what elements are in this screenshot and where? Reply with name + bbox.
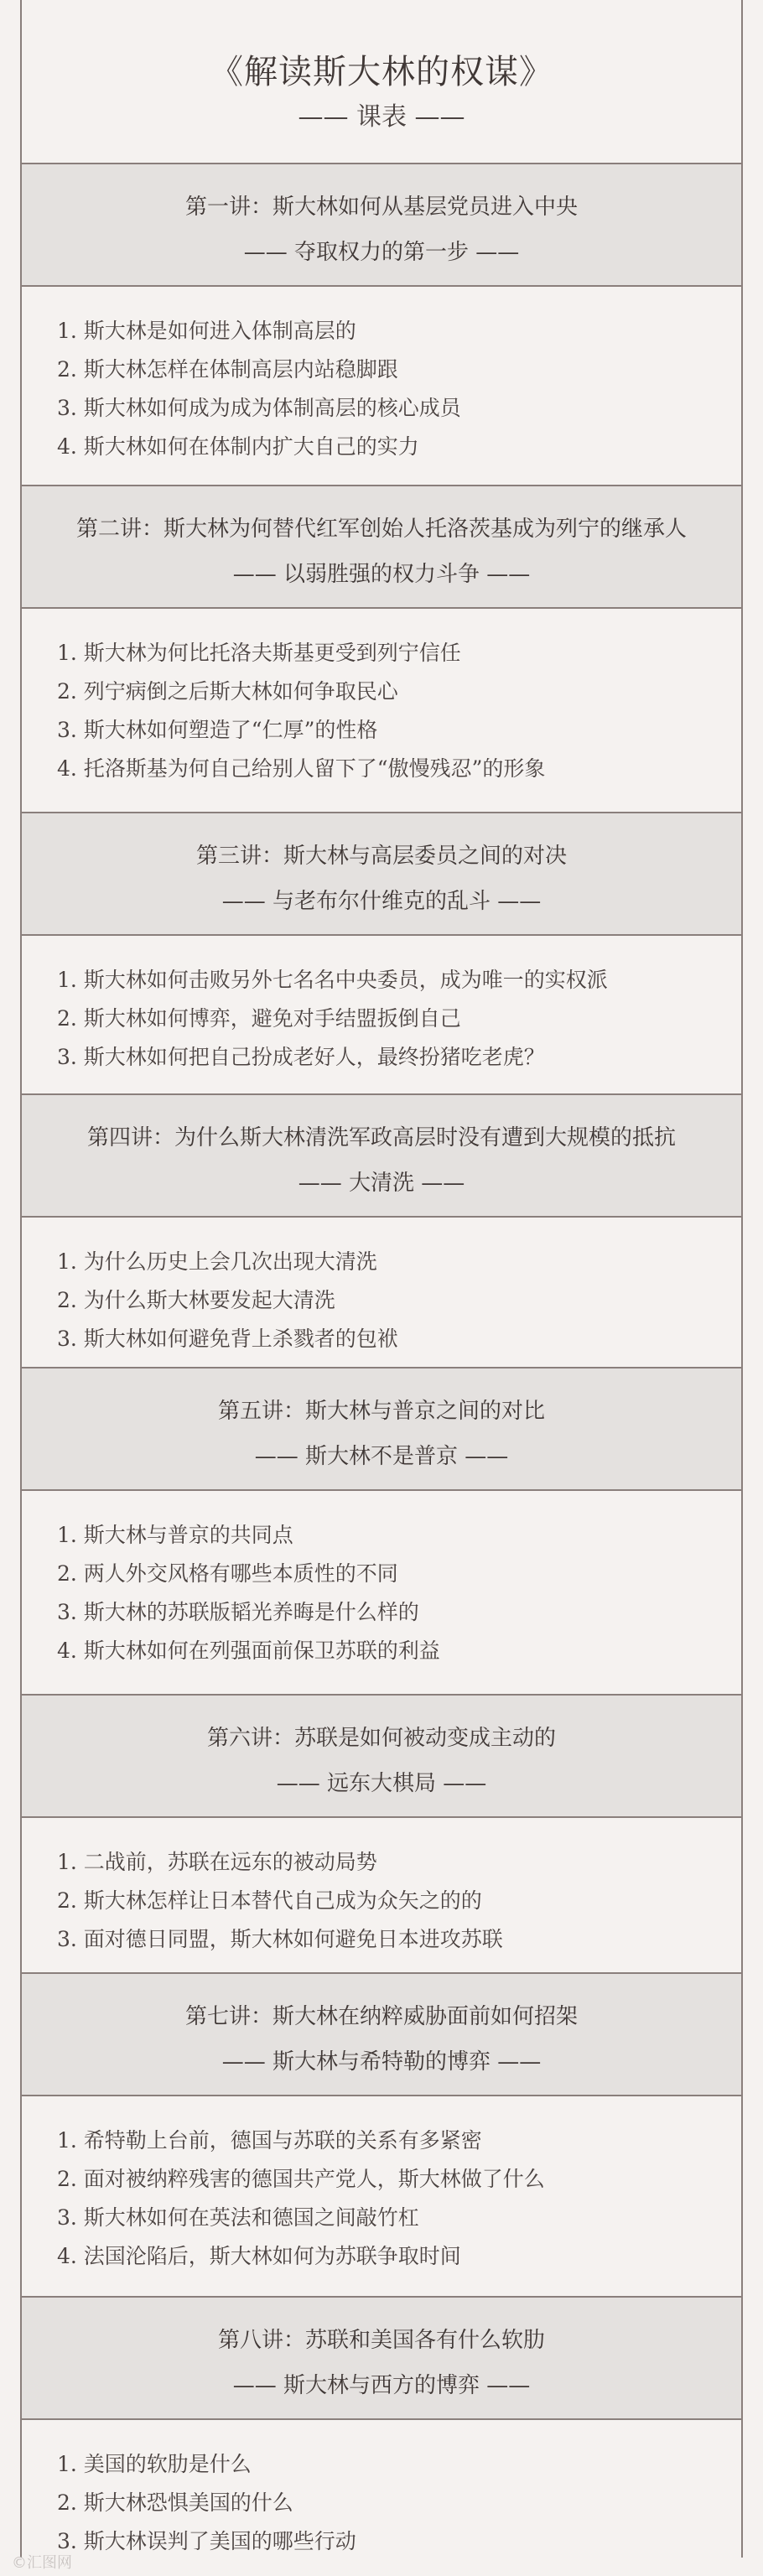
schedule-frame bbox=[20, 0, 743, 2558]
lecture-8-subtitle: —— 斯大林与西方的博弈 —— bbox=[232, 2373, 531, 2398]
lecture-4-items bbox=[22, 1218, 741, 1368]
lecture-3-title: 第三讲：斯大林与高层委员之间的对决 bbox=[195, 844, 567, 869]
list-item: 3. 斯大林的苏联版韬光养晦是什么样的 bbox=[57, 1600, 419, 1624]
list-item: 1. 二战前，苏联在远东的被动局势 bbox=[57, 1850, 377, 1874]
list-item: 3. 斯大林如何成为成为体制高层的核心成员 bbox=[57, 396, 461, 420]
lecture-1-items bbox=[22, 287, 741, 486]
lecture-6-subtitle: —— 远东大棋局 —— bbox=[276, 1771, 487, 1796]
list-item: 2. 斯大林恐惧美国的什么 bbox=[57, 2490, 293, 2515]
list-item: 1. 斯大林与普京的共同点 bbox=[57, 1523, 293, 1547]
lecture-4-header bbox=[22, 1095, 741, 1218]
list-item: 1. 斯大林是如何进入体制高层的 bbox=[57, 319, 356, 343]
list-item: 4. 斯大林如何在列强面前保卫苏联的利益 bbox=[57, 1639, 440, 1663]
lecture-7-title: 第七讲：斯大林在纳粹威胁面前如何招架 bbox=[184, 2004, 578, 2029]
list-item: 1. 斯大林如何击败另外七名名中央委员，成为唯一的实权派 bbox=[57, 968, 608, 992]
lecture-5-header bbox=[22, 1368, 741, 1491]
lecture-1-subtitle: —— 夺取权力的第一步 —— bbox=[243, 240, 520, 265]
list-item: 3. 斯大林如何把自己扮成老好人，最终扮猪吃老虎？ bbox=[57, 1045, 545, 1069]
lecture-2-header bbox=[22, 486, 741, 609]
list-item: 3. 斯大林如何避免背上杀戮者的包袱 bbox=[57, 1327, 398, 1351]
list-item: 3. 面对德日同盟，斯大林如何避免日本进攻苏联 bbox=[57, 1927, 503, 1951]
page-title: 《解读斯大林的权谋》 bbox=[210, 53, 553, 91]
list-item: 4. 斯大林如何在体制内扩大自己的实力 bbox=[57, 434, 419, 459]
lecture-6-header bbox=[22, 1696, 741, 1818]
lecture-2-title: 第二讲：斯大林为何替代红军创始人托洛茨基成为列宁的继承人 bbox=[75, 517, 687, 542]
lecture-1-title: 第一讲：斯大林如何从基层党员进入中央 bbox=[184, 195, 578, 220]
list-item: 2. 为什么斯大林要发起大清洗 bbox=[57, 1288, 335, 1312]
list-item: 2. 斯大林怎样在体制高层内站稳脚跟 bbox=[57, 357, 398, 382]
page-header bbox=[22, 0, 741, 164]
lecture-2-subtitle: —— 以弱胜强的权力斗争 —— bbox=[232, 562, 531, 587]
lecture-3-header bbox=[22, 813, 741, 936]
list-item: 1. 美国的软肋是什么 bbox=[57, 2452, 252, 2476]
page-subtitle: —— 课表 —— bbox=[298, 102, 465, 132]
lecture-5-items bbox=[22, 1491, 741, 1696]
lecture-8-title: 第八讲：苏联和美国各有什么软肋 bbox=[217, 2328, 545, 2353]
list-item: 2. 列宁病倒之后斯大林如何争取民心 bbox=[57, 679, 398, 704]
lecture-3-items bbox=[22, 936, 741, 1095]
lecture-5-subtitle: —— 斯大林不是普京 —— bbox=[254, 1444, 509, 1469]
list-item: 1. 希特勒上台前，德国与苏联的关系有多紧密 bbox=[57, 2128, 482, 2153]
list-item: 2. 两人外交风格有哪些本质性的不同 bbox=[57, 1561, 398, 1586]
lecture-6-items bbox=[22, 1818, 741, 1974]
list-item: 4. 托洛斯基为何自己给别人留下了“傲慢残忍”的形象 bbox=[57, 756, 546, 781]
lecture-6-title: 第六讲：苏联是如何被动变成主动的 bbox=[206, 1726, 556, 1751]
list-item: 2. 面对被纳粹残害的德国共产党人，斯大林做了什么 bbox=[57, 2167, 545, 2191]
lecture-7-items bbox=[22, 2096, 741, 2298]
list-item: 3. 斯大林如何在英法和德国之间敲竹杠 bbox=[57, 2205, 419, 2230]
list-item: 1. 为什么历史上会几次出现大清洗 bbox=[57, 1249, 377, 1274]
lecture-8-header bbox=[22, 2298, 741, 2420]
watermark: ©汇图网 bbox=[12, 2554, 72, 2572]
lecture-1-header bbox=[22, 164, 741, 287]
lecture-7-header bbox=[22, 1974, 741, 2096]
list-item: 4. 法国沦陷后，斯大林如何为苏联争取时间 bbox=[57, 2244, 461, 2268]
lecture-4-subtitle: —— 大清洗 —— bbox=[298, 1171, 465, 1196]
lecture-4-title: 第四讲：为什么斯大林清洗军政高层时没有遭到大规模的抵抗 bbox=[86, 1125, 676, 1150]
list-item: 3. 斯大林误判了美国的哪些行动 bbox=[57, 2529, 356, 2553]
lecture-8-items bbox=[22, 2420, 741, 2573]
list-item: 2. 斯大林如何博弈，避免对手结盟扳倒自己 bbox=[57, 1006, 461, 1031]
list-item: 1. 斯大林为何比托洛夫斯基更受到列宁信任 bbox=[57, 641, 461, 665]
lecture-7-subtitle: —— 斯大林与希特勒的博弈 —— bbox=[221, 2049, 542, 2075]
lecture-5-title: 第五讲：斯大林与普京之间的对比 bbox=[217, 1399, 545, 1424]
list-item: 2. 斯大林怎样让日本替代自己成为众矢之的的 bbox=[57, 1888, 482, 1913]
list-item: 3. 斯大林如何塑造了“仁厚”的性格 bbox=[57, 718, 378, 742]
lecture-3-subtitle: —— 与老布尔什维克的乱斗 —— bbox=[221, 889, 542, 914]
lecture-2-items bbox=[22, 609, 741, 813]
